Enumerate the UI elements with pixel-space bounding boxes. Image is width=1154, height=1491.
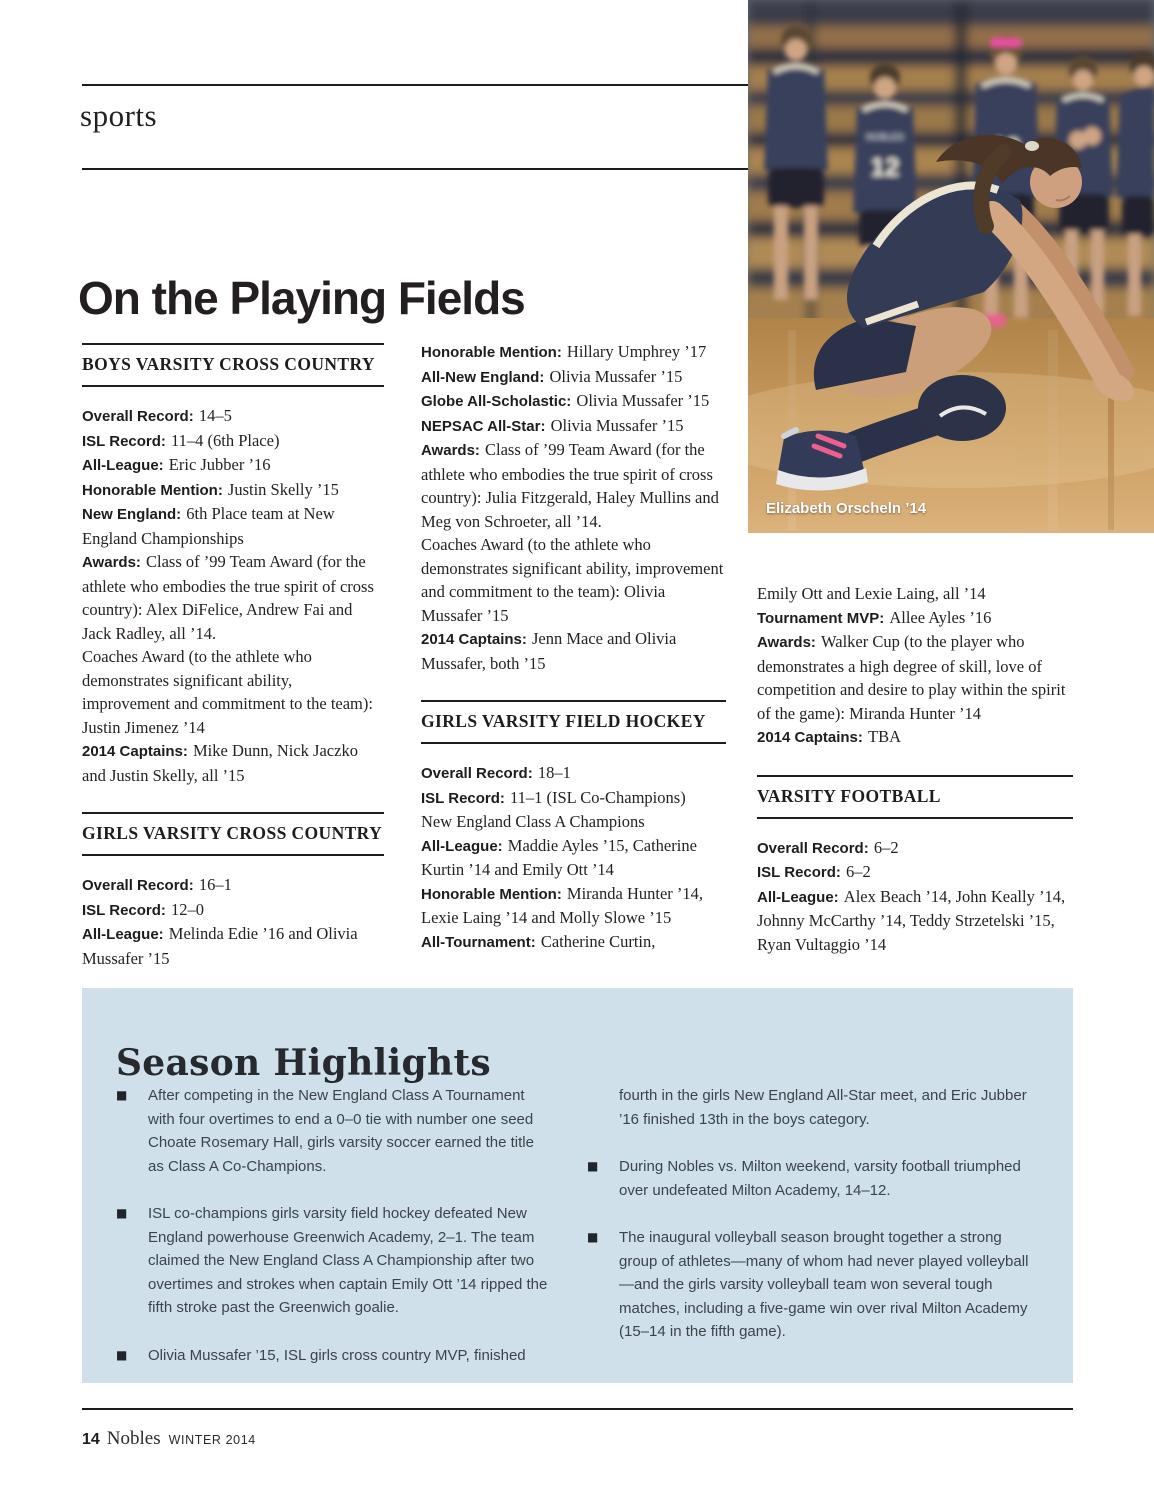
stat-entry xyxy=(757,606,1073,631)
entry-value: New England Class A Champions xyxy=(421,812,645,831)
entry-label: All-League: xyxy=(757,888,839,906)
entry-label: ISL Record: xyxy=(421,789,505,807)
entry-label: Honorable Mention: xyxy=(421,344,562,361)
stat-entry xyxy=(82,502,384,550)
section-heading-girls-cross-country: GIRLS VARSITY CROSS COUNTRY xyxy=(82,812,384,856)
entry-label: Overall Record: xyxy=(421,765,533,782)
stat-entry xyxy=(757,885,1073,957)
highlight-item xyxy=(587,1155,1042,1202)
bullet-square-icon: ■ xyxy=(587,1230,599,1244)
stat-entry xyxy=(82,404,384,429)
entry-value: Alex Beach ’14, John Keally ’14, Johnny McCarthy ’14, Teddy Strzetelski ’15, Ryan Vultaggio ’14 xyxy=(757,886,1066,954)
header-top-rule xyxy=(82,84,748,86)
stat-entry xyxy=(82,429,384,454)
entry-value: Emily Ott and Lexie Laing, all ’14 xyxy=(757,584,986,603)
stat-entry xyxy=(757,860,1073,885)
girls-cross-country-continued-entries xyxy=(421,340,726,675)
field-hockey-continued-entries xyxy=(757,582,1073,750)
entry-value: Catherine Curtin, xyxy=(540,931,656,951)
stat-entry xyxy=(421,786,726,811)
highlights-right-column xyxy=(587,1084,1042,1368)
entry-label: All-Tournament: xyxy=(421,933,536,951)
entry-label: All-League: xyxy=(82,457,164,474)
stat-entry xyxy=(421,340,726,365)
bullet-square-icon: ■ xyxy=(116,1088,128,1102)
highlight-item xyxy=(587,1084,1042,1131)
entry-label: NEPSAC All-Star: xyxy=(421,417,546,435)
entry-value: Jenn Mace and Olivia Mussafer, both ’15 xyxy=(421,629,677,673)
entry-label: Overall Record: xyxy=(82,408,194,425)
entry-value: Olivia Mussafer ’15 xyxy=(550,415,684,435)
volleyball-photo-illustration xyxy=(748,0,1154,533)
stat-entry xyxy=(757,836,1073,861)
section-heading-boys-cross-country: BOYS VARSITY CROSS COUNTRY xyxy=(82,343,384,387)
jersey-number-12: 12 xyxy=(870,152,900,182)
footer-issue: WINTER 2014 xyxy=(168,1433,256,1447)
stat-entry xyxy=(82,873,384,898)
footer-page-number: 14 xyxy=(82,1431,100,1448)
highlights-left-column xyxy=(116,1084,548,1391)
boys-cross-country-entries xyxy=(82,404,384,787)
stat-entry xyxy=(421,438,726,533)
page-footer xyxy=(82,1428,256,1450)
entry-label: All-League: xyxy=(82,926,164,943)
highlight-text: Olivia Mussafer ’15, ISL girls cross country MVP, finished xyxy=(148,1346,526,1364)
stat-entry xyxy=(421,389,726,414)
season-highlights-box xyxy=(82,988,1073,1383)
footer-magazine-name: Nobles xyxy=(106,1428,161,1449)
entry-value: Class of ’99 Team Award (for the athlete who embodies the true spirit of cross country): Julia Fitzgerald, Haley Mullins and Meg von Schroeter, all ’14. xyxy=(421,440,719,531)
entry-value: Miranda Hunter ’14, Lexie Laing ’14 and Molly Slowe ’15 xyxy=(421,883,704,927)
entry-value: 18–1 xyxy=(537,763,571,782)
entry-label: Honorable Mention: xyxy=(82,481,223,499)
entry-label: 2014 Captains: xyxy=(82,743,188,760)
column-1 xyxy=(82,343,384,970)
entry-value: 6th Place team at New England Championships xyxy=(82,504,335,548)
section-heading-football: VARSITY FOOTBALL xyxy=(757,775,1073,819)
stat-entry xyxy=(82,739,384,787)
football-entries xyxy=(757,836,1073,957)
section-heading-field-hockey: GIRLS VARSITY FIELD HOCKEY xyxy=(421,700,726,744)
stat-entry xyxy=(757,630,1073,725)
entry-value: Mike Dunn, Nick Jaczko and Justin Skelly, all ’15 xyxy=(82,741,358,785)
entry-value: Class of ’99 Team Award (for the athlete who embodies the true spirit of cross country): Alex DiFelice, Andrew Fai and Jack Radley, all ’14. xyxy=(82,552,374,643)
jersey-team-name: NOBLES xyxy=(866,132,904,142)
entry-label: Overall Record: xyxy=(757,839,869,857)
stat-entry xyxy=(421,810,726,834)
stat-entry xyxy=(421,761,726,786)
entry-value: Melinda Edie ’16 and Olivia Mussafer ’15 xyxy=(82,924,358,968)
stat-entry xyxy=(421,365,726,390)
field-hockey-entries xyxy=(421,761,726,954)
highlight-item xyxy=(116,1344,548,1368)
highlight-text: After competing in the New England Class A Tournament with four overtimes to end a 0–0 tie with number one seed Choate Rosemary Hall, girls varsity soccer earned the title as Class A Co-Champions. xyxy=(148,1087,534,1175)
section-kicker: sports xyxy=(80,98,158,133)
entry-label: Overall Record: xyxy=(82,877,194,894)
stat-entry xyxy=(421,930,726,955)
highlight-item xyxy=(116,1202,548,1320)
stat-entry xyxy=(757,582,1073,606)
highlight-item xyxy=(116,1084,548,1178)
entry-label: 2014 Captains: xyxy=(757,729,863,746)
stat-entry xyxy=(421,533,726,627)
bullet-square-icon xyxy=(587,1084,619,1131)
entry-value: 6–2 xyxy=(846,862,871,881)
entry-label: 2014 Captains: xyxy=(421,631,527,648)
entry-label: Tournament MVP: xyxy=(757,609,885,627)
entry-label: Globe All-Scholastic: xyxy=(421,393,572,410)
stat-entry xyxy=(757,725,1073,750)
stat-entry xyxy=(82,453,384,478)
girls-cross-country-entries xyxy=(82,873,384,970)
entry-value: 16–1 xyxy=(198,875,232,894)
entry-value: Eric Jubber ’16 xyxy=(168,455,271,474)
entry-value: Maddie Ayles ’15, Catherine Kurtin ’14 and Emily Ott ’14 xyxy=(421,835,697,879)
stat-entry xyxy=(82,922,384,970)
entry-value: 11–1 (ISL Co-Champions) xyxy=(510,787,686,807)
bullet-square-icon: ■ xyxy=(116,1206,128,1220)
highlight-text: The inaugural volleyball season brought together a strong group of athletes—many of whom had never played volleyball—and the girls varsity volleyball team won several tough matches, including a five-game win over rival Milton Academy (15–14 in the fifth game). xyxy=(619,1229,1029,1340)
photo-caption: Elizabeth Orscheln ’14 xyxy=(766,500,927,517)
stat-entry xyxy=(82,478,384,503)
stat-entry xyxy=(421,834,726,882)
entry-value: 14–5 xyxy=(198,406,232,425)
footer-rule xyxy=(82,1408,1073,1410)
highlight-item xyxy=(587,1226,1042,1344)
stat-entry xyxy=(421,882,726,930)
entry-label: All-New England: xyxy=(421,368,545,386)
entry-value: 6–2 xyxy=(873,837,899,857)
entry-value: Hillary Umphrey ’17 xyxy=(566,342,707,361)
page-title: On the Playing Fields xyxy=(78,271,525,324)
entry-label: Awards: xyxy=(82,554,141,571)
volleyball-photo xyxy=(748,0,1154,533)
entry-value: Allee Ayles ’16 xyxy=(889,607,992,627)
highlight-text: During Nobles vs. Milton weekend, varsity football triumphed over undefeated Milton Academy, 14–12. xyxy=(619,1158,1021,1199)
highlight-text: fourth in the girls New England All-Star meet, and Eric Jubber ’16 finished 13th in the boys category. xyxy=(619,1087,1027,1128)
stat-entry xyxy=(82,550,384,645)
entry-value: Coaches Award (to the athlete who demonstrates significant ability, improvement and commitment to the team): Justin Jimenez ’14 xyxy=(82,647,373,737)
entry-value: Olivia Mussafer ’15 xyxy=(549,366,683,386)
stat-entry xyxy=(82,898,384,923)
bullet-square-icon: ■ xyxy=(587,1159,599,1173)
entry-label: Awards: xyxy=(757,634,816,651)
stat-entry xyxy=(421,414,726,439)
entry-label: Awards: xyxy=(421,442,480,459)
entry-value: TBA xyxy=(867,727,901,746)
bullet-square-icon: ■ xyxy=(116,1347,128,1362)
column-3 xyxy=(757,582,1073,956)
highlight-text: ISL co-champions girls varsity field hockey defeated New England powerhouse Greenwich Academy, 2–1. The team claimed the New England Class A Championship after two overtimes and strokes when captain Emily Ott ’14 ripped the fifth stroke past the Greenwich goalie. xyxy=(148,1205,548,1316)
stat-entry xyxy=(421,627,726,675)
entry-label: Honorable Mention: xyxy=(421,885,562,903)
entry-label: All-League: xyxy=(421,837,503,855)
entry-value: 12–0 xyxy=(171,899,204,919)
season-highlights-title: Season Highlights xyxy=(116,1041,491,1084)
entry-value: Coaches Award (to the athlete who demonstrates significant ability, improvement and commitment to the team): Olivia Mussafer ’15 xyxy=(421,535,724,625)
entry-value: Olivia Mussafer ’15 xyxy=(576,391,710,410)
entry-value: Justin Skelly ’15 xyxy=(227,479,339,499)
entry-label: ISL Record: xyxy=(757,864,841,881)
entry-label: ISL Record: xyxy=(82,432,166,450)
header-bottom-rule xyxy=(82,168,748,170)
entry-value: Walker Cup (to the player who demonstrates a high degree of skill, love of competition and desire to play within the spirit of the game): Miranda Hunter ’14 xyxy=(757,632,1066,723)
column-2 xyxy=(421,340,726,954)
stat-entry xyxy=(82,645,384,739)
entry-label: New England: xyxy=(82,506,182,523)
entry-label: ISL Record: xyxy=(82,901,166,919)
entry-value: 11–4 (6th Place) xyxy=(171,430,280,450)
